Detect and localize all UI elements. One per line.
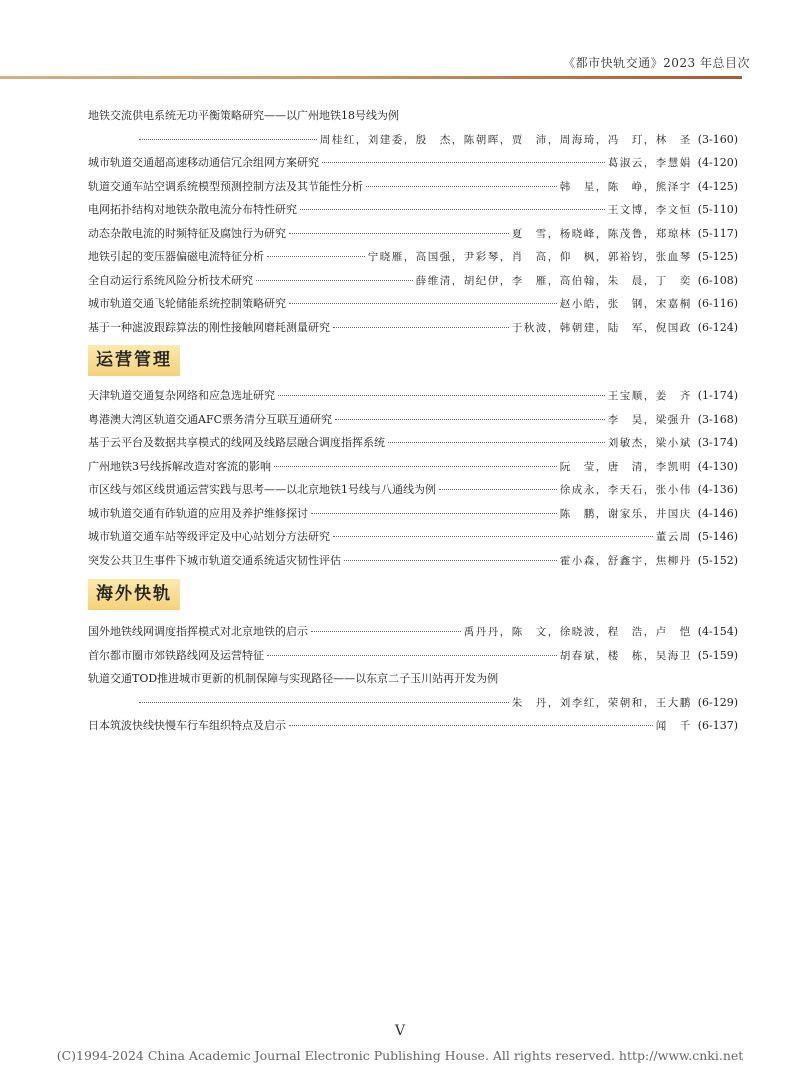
dot-leader	[289, 303, 557, 304]
entry-page-ref: (4-125)	[697, 179, 738, 193]
toc-entry[interactable]	[88, 408, 738, 432]
entry-authors: 王文博，李文恒	[607, 204, 692, 216]
entry-authors: 赵小皓，张 钢，宋嘉桐	[559, 298, 692, 310]
dot-leader	[311, 513, 557, 514]
entry-title: 广州地铁3号线拆解改造对客流的影响	[88, 459, 271, 473]
section-label-overseas: 海外快轨	[88, 579, 180, 610]
entry-title: 城市轨道交通有砟轨道的应用及养护维修探讨	[88, 506, 308, 520]
toc-entry[interactable]	[88, 222, 738, 246]
entry-page-ref: (6-108)	[697, 273, 738, 287]
entry-title: 基于云平台及数据共享模式的线网及线路层融合调度指挥系统	[88, 436, 385, 449]
entry-page-ref: (6-116)	[697, 297, 738, 310]
entry-title: 电网拓扑结构对地铁杂散电流分布特性研究	[88, 203, 297, 216]
toc-entry[interactable]	[88, 455, 738, 479]
entry-authors: 阮 莹，唐 清，李凯明	[559, 460, 692, 473]
dot-leader	[267, 256, 365, 257]
entry-authors: 葛淑云，李慧娟	[607, 157, 692, 169]
entry-title: 轨道交通TOD推进城市更新的机制保障与实现路径——以东京二子玉川站再开发为例	[88, 672, 499, 685]
entry-title: 动态杂散电流的时频特征及腐蚀行为研究	[88, 226, 286, 240]
toc-entry[interactable]	[88, 316, 738, 340]
entry-title: 天津轨道交通复杂网络和应急选址研究	[88, 389, 275, 402]
entry-title: 轨道交通车站空调系统模型预测控制方法及其节能性分析	[88, 179, 363, 193]
journal-title: 《都市快轨交通》2023 年总目次	[563, 56, 750, 70]
entry-title: 城市轨道交通超高速移动通信冗余组网方案研究	[88, 156, 319, 169]
dot-leader	[300, 209, 605, 210]
dot-leader	[274, 466, 557, 467]
dot-leader	[333, 327, 509, 328]
entry-page-ref: (1-174)	[697, 389, 738, 402]
toc-entry[interactable]	[88, 431, 738, 455]
dot-leader	[311, 631, 461, 632]
entry-authors: 陈 鹏，谢家乐，井国庆	[559, 507, 692, 520]
entry-title: 基于一种滤波跟踪算法的刚性接触网磨耗测量研究	[88, 320, 330, 334]
entry-authors: 宁晓雁，高国强，尹彩琴，肖 高，仰 枫，郭裕钧，张血琴	[367, 251, 692, 263]
dot-leader	[388, 442, 605, 443]
entry-page-ref: (4-136)	[697, 483, 738, 496]
toc-entry[interactable]	[88, 549, 738, 573]
entry-title: 市区线与郊区线贯通运营实践与思考——以北京地铁1号线与八通线为例	[88, 483, 436, 496]
entry-title: 日本筑波快线快慢车行车组织特点及启示	[88, 719, 286, 732]
entry-page-ref: (6-129)	[697, 695, 738, 709]
header-rule	[0, 76, 742, 79]
entry-page-ref: (4-146)	[697, 506, 738, 520]
toc-entry[interactable]	[88, 269, 738, 293]
toc-entry[interactable]	[88, 292, 738, 316]
toc-entry[interactable]	[88, 714, 738, 738]
entry-title: 全自动运行系统风险分析技术研究	[88, 273, 253, 287]
dot-leader	[333, 536, 653, 537]
entry-page-ref: (5-152)	[697, 553, 738, 567]
entry-page-ref: (5-146)	[697, 530, 738, 543]
dot-leader	[322, 162, 605, 163]
entry-page-ref: (5-117)	[697, 226, 738, 240]
entry-title: 城市轨道交通车站等级评定及中心站划分方法研究	[88, 530, 330, 543]
toc-entry[interactable]	[88, 151, 738, 175]
entry-authors: 徐成永，李天石，张小伟	[559, 484, 692, 496]
toc-entry[interactable]	[88, 644, 738, 668]
toc-entry[interactable]	[88, 667, 738, 714]
toc-entry[interactable]	[88, 478, 738, 502]
dot-leader	[256, 280, 413, 281]
entry-authors: 薛维清，胡纪伊，李 雁，高伯翰，朱 晨，丁 奕	[415, 274, 692, 287]
entry-authors: 刘敏杰，梁小斌	[607, 437, 692, 449]
entry-page-ref: (4-130)	[697, 459, 738, 473]
toc-section-power	[88, 104, 738, 339]
entry-page-ref: (5-159)	[697, 648, 738, 662]
section-label-operations: 运营管理	[88, 345, 180, 376]
dot-leader	[289, 233, 509, 234]
entry-page-ref: (3-160)	[697, 132, 738, 146]
entry-authors: 董云周	[655, 531, 692, 543]
entry-title: 突发公共卫生事件下城市轨道交通系统适灾韧性评估	[88, 553, 341, 567]
entry-authors: 于秋波，韩朝建，陆 军，倪国政	[511, 321, 692, 334]
page-number: V	[394, 1023, 406, 1039]
dot-leader	[439, 489, 557, 490]
entry-page-ref: (3-174)	[697, 436, 738, 449]
dot-leader	[139, 139, 317, 140]
entry-page-ref: (5-110)	[697, 203, 738, 216]
dot-leader	[139, 702, 509, 703]
toc-entry[interactable]	[88, 620, 738, 644]
entry-page-ref: (4-120)	[697, 156, 738, 169]
entry-title: 国外地铁线网调度指挥模式对北京地铁的启示	[88, 625, 308, 638]
toc-entry[interactable]	[88, 175, 738, 199]
entry-page-ref: (6-124)	[697, 320, 738, 334]
page-header	[0, 0, 800, 82]
toc-entry[interactable]	[88, 525, 738, 549]
entry-page-ref: (5-125)	[697, 250, 738, 263]
toc-entry[interactable]	[88, 502, 738, 526]
entry-authors: 王宝顺，姜 齐	[607, 390, 692, 402]
entry-page-ref: (6-137)	[697, 719, 738, 732]
entry-title: 粤港澳大湾区轨道交通AFC票务清分互联互通研究	[88, 412, 332, 426]
entry-authors: 李 昊，梁强升	[607, 413, 692, 426]
dot-leader	[344, 560, 557, 561]
toc-entry[interactable]	[88, 384, 738, 408]
toc-entry[interactable]	[88, 104, 738, 151]
entry-title: 城市轨道交通飞轮储能系统控制策略研究	[88, 297, 286, 310]
toc-section-operations	[88, 384, 738, 572]
entry-authors: 朱 丹，刘李红，荣朝和，王大鹏	[511, 696, 692, 709]
entry-title: 地铁交流供电系统无功平衡策略研究——以广州地铁18号线为例	[88, 109, 399, 122]
dot-leader	[289, 725, 653, 726]
toc-entry[interactable]	[88, 198, 738, 222]
entry-page-ref: (3-168)	[697, 412, 738, 426]
dot-leader	[335, 419, 605, 420]
entry-authors: 禹丹丹，陈 文，徐晓波，程 浩，卢 恺	[463, 626, 692, 638]
entry-authors: 韩 星，陈 峥，熊泽宇	[559, 180, 692, 193]
copyright-notice: (C)1994-2024 China Academic Journal Electronic Publishing House. All rights reserved. http://www.cnki.net	[56, 1048, 744, 1063]
entry-page-ref: (4-154)	[697, 625, 738, 638]
entry-authors: 胡春斌，楼 栋，吴海卫	[559, 649, 692, 662]
dot-leader	[278, 395, 605, 396]
entry-title: 首尔都市圈市郊铁路线网及运营特征	[88, 648, 264, 662]
dot-leader	[267, 655, 557, 656]
entry-authors: 周桂红，刘建委，殷 杰，陈朝晖，贾 沛，周海琦，冯 玎，林 圣	[319, 133, 692, 146]
dot-leader	[366, 186, 557, 187]
toc-entry[interactable]	[88, 245, 738, 269]
entry-title: 地铁引起的变压器偏磁电流特征分析	[88, 250, 264, 263]
entry-authors: 夏 雪，杨晓峰，陈茂鲁，郑琼林	[511, 227, 692, 240]
entry-authors: 霍小森，舒鑫宇，焦柳丹	[559, 554, 692, 567]
toc-section-overseas	[88, 620, 738, 738]
entry-authors: 闻 千	[655, 720, 692, 732]
